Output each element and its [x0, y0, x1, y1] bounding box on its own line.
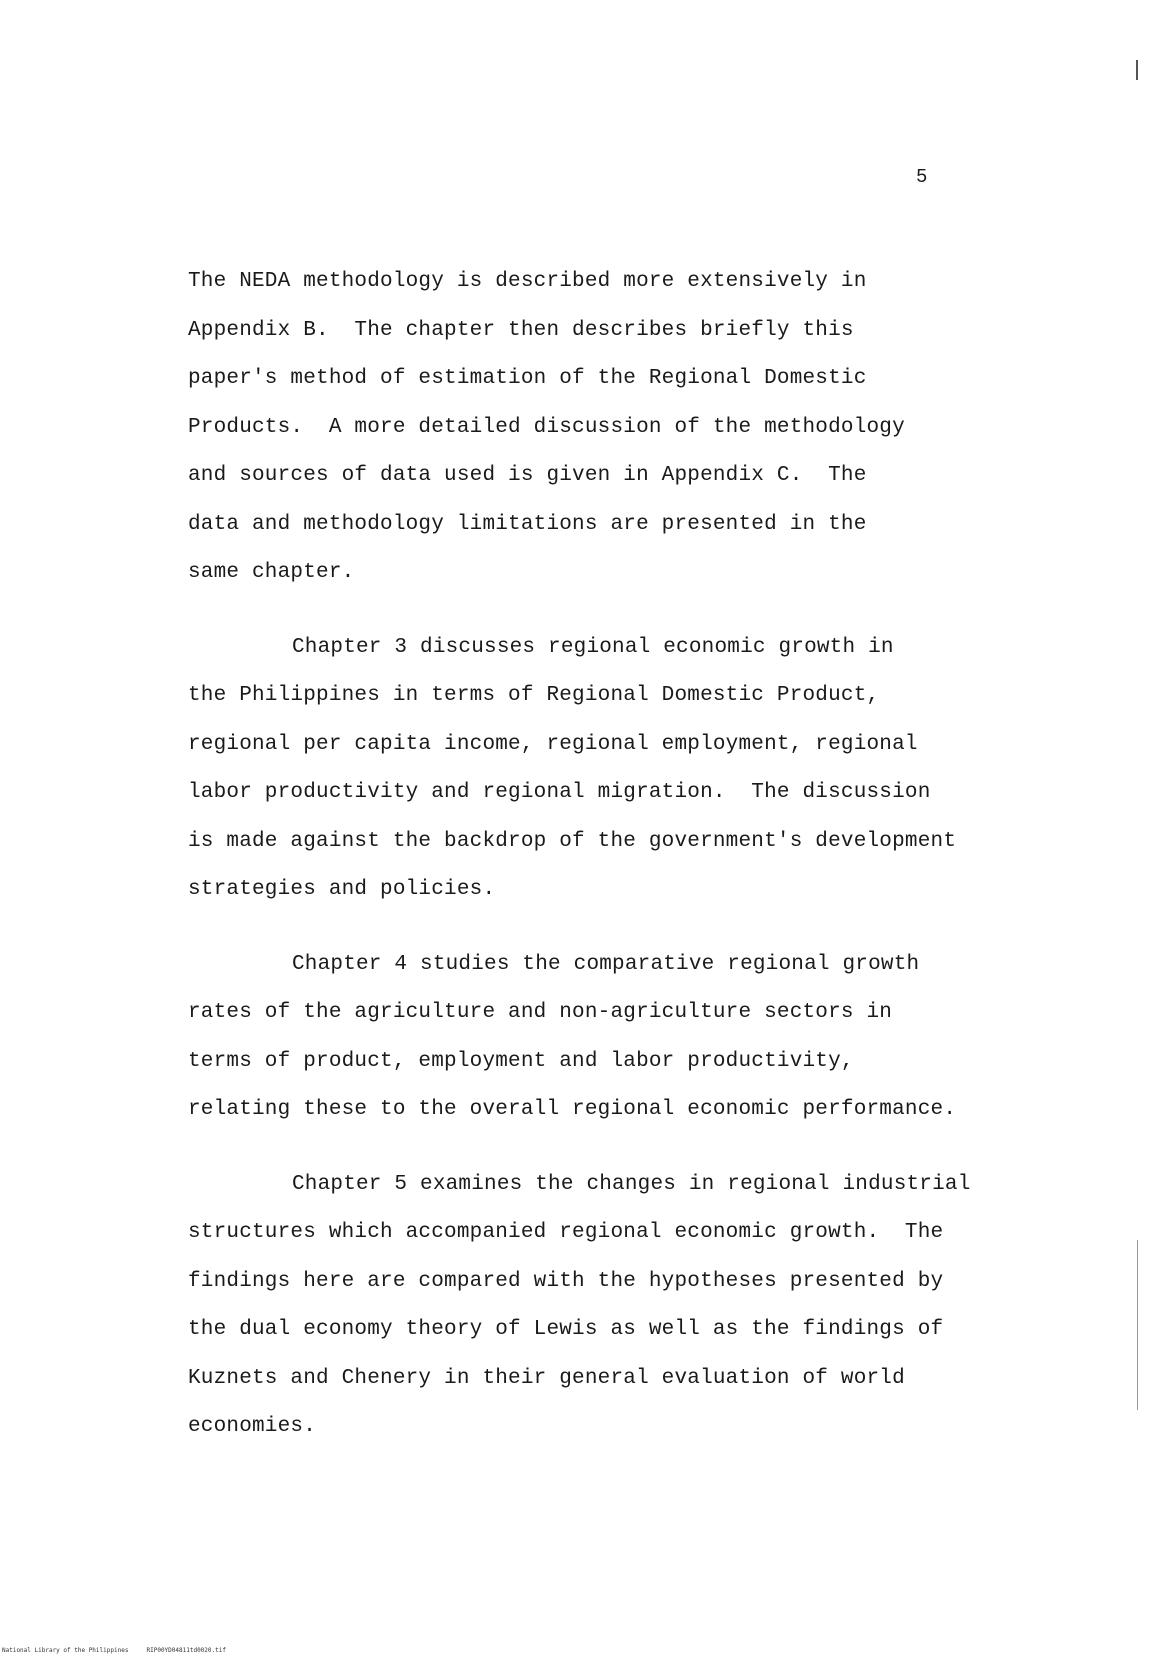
paragraph — [188, 624, 1058, 915]
text-line: terms of product, employment and labor productivity, — [188, 1049, 854, 1073]
text-line: regional per capita income, regional employment, regional — [188, 732, 918, 756]
paragraph — [188, 258, 1058, 598]
text-line: same chapter. — [188, 561, 355, 584]
text-line: the Philippines in terms of Regional Domestic Product, — [188, 684, 880, 707]
body-text — [188, 258, 1058, 1478]
text-line: Appendix B. The chapter then describes briefly this — [188, 318, 854, 342]
text-line: Products. A more detailed discussion of the methodology — [188, 415, 905, 439]
text-line: economies. — [188, 1415, 317, 1438]
text-line: relating these to the overall regional economic performance. — [188, 1098, 957, 1121]
page-number: 5 — [916, 166, 928, 188]
text-line: and sources of data used is given in Appendix C. The — [188, 464, 867, 487]
text-line: the dual economy theory of Lewis as well as the findings of — [188, 1318, 944, 1341]
text-line: paper's method of estimation of the Regional Domestic — [188, 367, 867, 390]
text-line: labor productivity and regional migration. The discussion — [188, 781, 931, 804]
text-line: is made against the backdrop of the government's development — [188, 829, 957, 853]
text-line: Chapter 3 discusses regional economic growth in — [292, 635, 894, 659]
scan-edge-mark — [1137, 1240, 1138, 1410]
scan-footer — [2, 1647, 226, 1654]
text-line: findings here are compared with the hypotheses presented by — [188, 1269, 944, 1293]
text-line: data and methodology limitations are presented in the — [188, 512, 867, 536]
text-line: structures which accompanied regional economic growth. The — [188, 1221, 944, 1244]
text-line: The NEDA methodology is described more extensively in — [188, 270, 867, 293]
text-line: strategies and policies. — [188, 878, 496, 901]
text-line: Chapter 4 studies the comparative regional growth — [292, 952, 920, 976]
footer-library: National Library of the Philippines — [2, 1647, 129, 1654]
text-line: Kuznets and Chenery in their general evaluation of world — [188, 1366, 905, 1390]
paragraph — [188, 941, 1058, 1135]
text-line: rates of the agriculture and non-agriculture sectors in — [188, 1001, 893, 1024]
scan-edge-mark — [1136, 60, 1138, 80]
footer-file-id: RIP00YD04811td0020.tif — [146, 1647, 226, 1654]
text-line: Chapter 5 examines the changes in regional industrial — [292, 1172, 971, 1196]
paragraph — [188, 1161, 1058, 1452]
